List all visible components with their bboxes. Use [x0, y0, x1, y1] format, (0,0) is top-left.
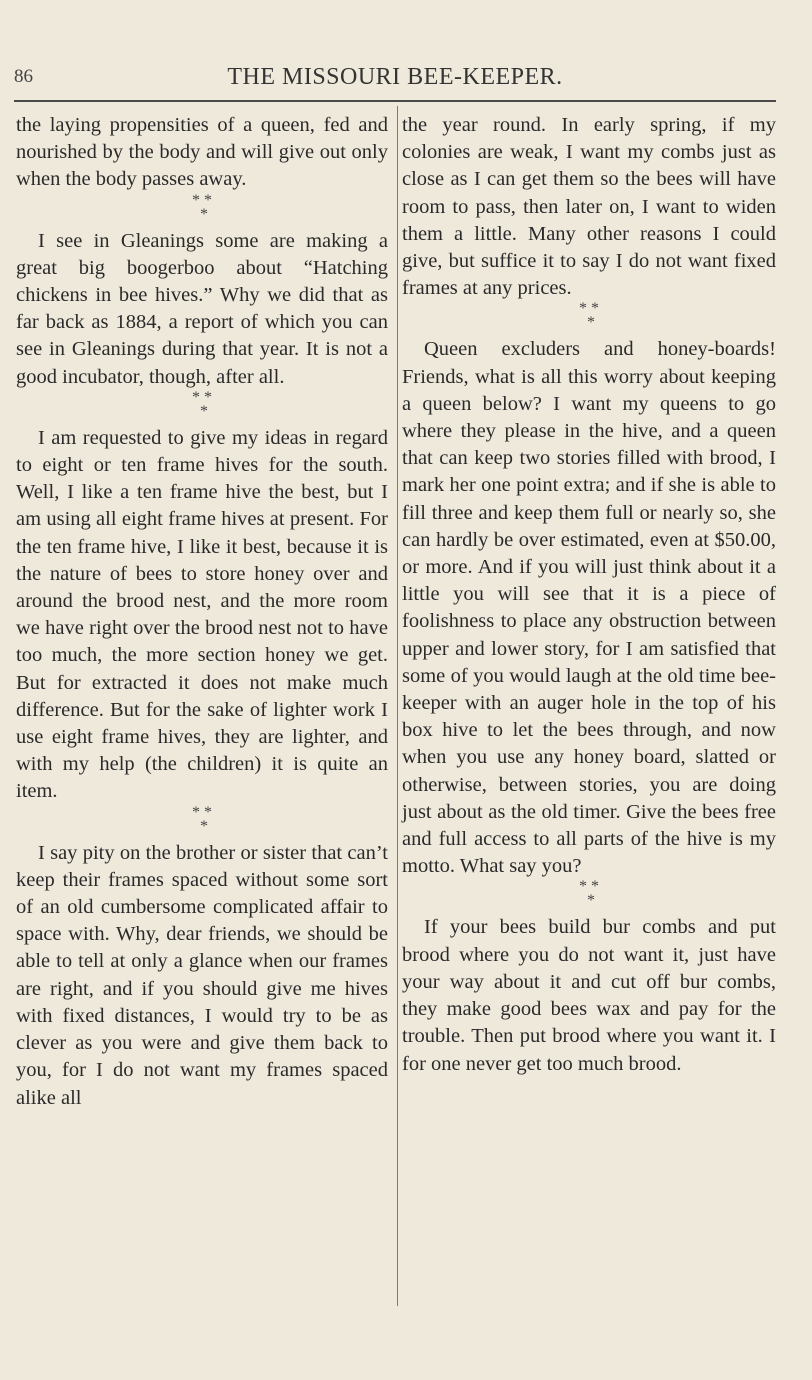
column-divider — [397, 106, 398, 1306]
separator-stars-bottom: * — [587, 892, 595, 910]
section-separator — [16, 388, 388, 425]
page-header — [14, 64, 776, 102]
section-separator — [402, 880, 776, 914]
separator-stars-top: * * — [579, 878, 599, 896]
separator-stars-top: * * — [192, 803, 212, 821]
separator-stars-bottom: * — [587, 314, 595, 332]
separator-stars-bottom: * — [200, 402, 208, 420]
right-column — [402, 112, 776, 1078]
page-number: 86 — [14, 66, 33, 87]
separator-stars-top: * * — [192, 191, 212, 209]
separator-stars-top: * * — [192, 388, 212, 406]
left-column — [16, 112, 388, 1112]
separator-stars-bottom: * — [200, 817, 208, 835]
paragraph: Queen excluders and honey-boards! Friends, what is all this worry about keeping a queen below? I want my queens to go where they please in the hive, and a queen that can keep two stories filled with brood, I mark her one point extra; and if she is able to fill three and keep them full or nearly so, she can hardly be over estimated, even at $50.00, or more. And if you will just think about it a little you will see that it is a piece of foolishness to place any obstruction between upper and lower story, for I am satisfied that some of you would laugh at the old time bee-keeper with an auger hole in the top of his box hive to let the bees through, and now when you use any honey board, slatted or otherwise, between stories, you are doing just about as the old timer. Give the bees free and full access to all parts of the hive is my motto. What say you? — [402, 338, 776, 878]
separator-stars-bottom: * — [200, 205, 208, 223]
separator-stars-top: * * — [579, 300, 599, 318]
paragraph: If your bees build bur combs and put brood where you do not want it, just have your way about it and cut off bur combs, they make good bees wax and pay for the trouble. Then put brood where you want it. I for one never get too much brood. — [402, 916, 776, 1075]
paragraph: the year round. In early spring, if my colonies are weak, I want my combs just as close as I can get them so the bees will have room to pass, then later on, I want to widen them a little. Many other reasons I could give, but suffice it to say I do not want fixed frames at any prices. — [402, 114, 776, 300]
section-separator — [16, 803, 388, 840]
paragraph: I say pity on the brother or sister that can’t keep their frames spaced without some sort of an old cumbersome complicated affair to space with. Why, dear friends, we should be able to tell at only a glance when our frames are right, and if you should give me hives with fixed distances, I would try to be as clever as you were and give them back to you, for I do not want my frames spaced alike all — [16, 841, 388, 1109]
paragraph: I am requested to give my ideas in regard to eight or ten frame hives for the south. Well, I like a ten frame hive the best, but I am using all eight frame hives at present. For the ten frame hive, I like it best, because it is the nature of bees to store honey over and around the brood nest, and the more room we have right over the brood nest not to have too much, the more section honey we get. But for extracted it does not make much difference. But for the sake of lighter work I use eight frame hives, they are lighter, and with my help (the children) it is quite an item. — [16, 426, 388, 803]
paragraph: I see in Gleanings some are making a great big boogerboo about “Hatching chickens in bee hives.” Why we did that as far back as 1884, a report of which you can see in Gleanings during that year. It is not a good incubator, though, after all. — [16, 229, 388, 388]
section-separator — [402, 302, 776, 336]
journal-title: THE MISSOURI BEE-KEEPER. — [227, 64, 563, 90]
paragraph: the laying propensities of a queen, fed and nourished by the body and will give out only when the body passes away. — [16, 114, 388, 191]
section-separator — [16, 191, 388, 228]
